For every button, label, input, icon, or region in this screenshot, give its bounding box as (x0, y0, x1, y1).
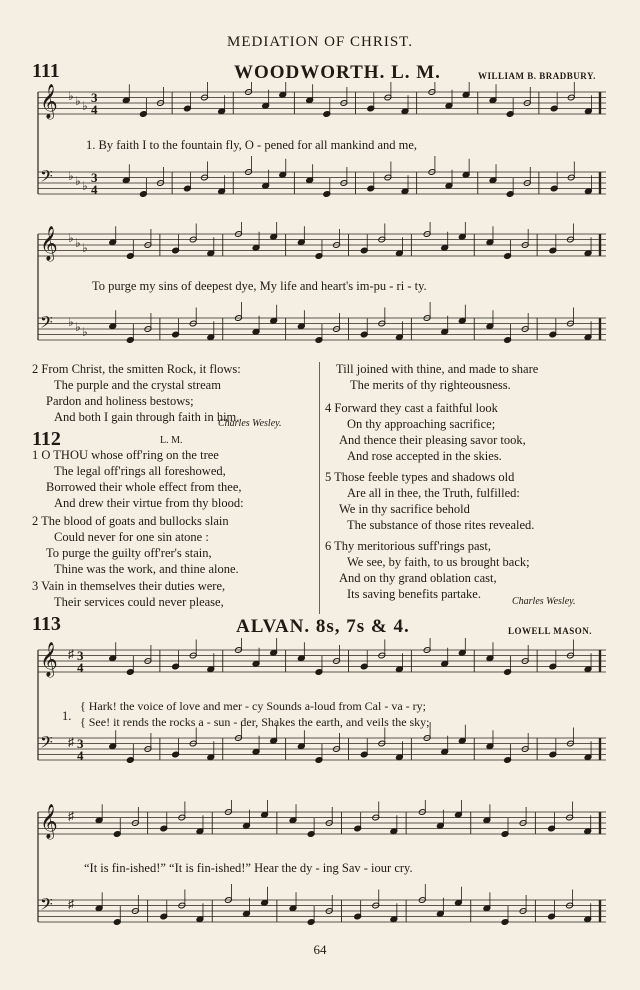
verse-line: And both I gain through faith in him. (54, 410, 240, 424)
verse-line: 5 Those feeble types and shadows old (325, 470, 515, 484)
page-title: MEDIATION OF CHRIST. (227, 34, 413, 50)
svg-text:♭: ♭ (82, 241, 88, 255)
verse-line: 3 Vain in themselves their duties were, (32, 579, 226, 593)
svg-text:♯: ♯ (68, 647, 74, 661)
verse-line: Could never for one sin atone : (54, 530, 209, 544)
svg-text:♭: ♭ (82, 179, 88, 193)
svg-text:𝄞: 𝄞 (40, 226, 58, 261)
hymn-112-number: 112 (32, 428, 61, 450)
svg-text:𝄢: 𝄢 (40, 312, 53, 336)
svg-text:♭: ♭ (82, 99, 88, 113)
svg-text:𝄞: 𝄞 (40, 642, 58, 677)
verse-line: Till joined with thine, and made to share (336, 362, 539, 376)
verse-line: 2 From Christ, the smitten Rock, it flows: (32, 362, 241, 376)
hymn-112-verse-2 (32, 513, 239, 577)
verse-line: And thence their pleasing savor took, (339, 433, 526, 447)
hymn-113-number: 113 (32, 613, 61, 635)
verse-line: And rose accepted in the skies. (347, 449, 502, 463)
svg-text:𝄢: 𝄢 (40, 894, 53, 918)
verse-line: 6 Thy meritorious suff'rings past, (325, 539, 492, 553)
svg-text:𝄢: 𝄢 (40, 732, 53, 756)
verse-line: To purge the guilty off'rer's stain, (46, 546, 212, 560)
hymn-111-verse-4 (325, 400, 526, 464)
svg-text:♭: ♭ (75, 236, 81, 250)
hymn-112-verse-3 (32, 578, 225, 610)
svg-text:♯: ♯ (68, 809, 74, 823)
verse-line: Thine was the work, and thine alone. (54, 562, 239, 576)
svg-text:4: 4 (77, 660, 84, 675)
svg-text:4: 4 (77, 748, 84, 763)
hymn-111-lyric-line-1: 1. By faith I to the fountain fly, O - pened for all mankind and me, (86, 138, 418, 152)
svg-text:♭: ♭ (68, 315, 74, 329)
hymn-113-lyric-a: { Hark! the voice of love and mer - cy Sounds a-loud from Cal - va - ry; (80, 699, 426, 713)
column-divider (319, 362, 320, 614)
verse-line: On thy approaching sacrifice; (347, 417, 496, 431)
svg-text:♯: ♯ (68, 897, 74, 911)
hymn-111-tune-title: WOODWORTH. L. M. (234, 62, 441, 83)
svg-text:♭: ♭ (68, 231, 74, 245)
svg-text:4: 4 (91, 102, 98, 117)
svg-text:3: 3 (77, 736, 84, 751)
svg-text:♭: ♭ (68, 169, 74, 183)
svg-text:3: 3 (91, 90, 98, 105)
svg-text:♭: ♭ (82, 325, 88, 339)
svg-text:𝄞: 𝄞 (40, 804, 58, 839)
hymn-113-tune-title: ALVAN. 8s, 7s & 4. (236, 616, 410, 637)
verse-line: We in thy sacrifice behold (339, 502, 470, 516)
svg-text:3: 3 (91, 170, 98, 185)
verse-line: Pardon and holiness bestows; (46, 394, 194, 408)
hymn-113-composer: LOWELL MASON. (508, 626, 593, 636)
svg-text:𝄢: 𝄢 (40, 166, 53, 190)
hymn-111-composer: WILLIAM B. BRADBURY. (478, 71, 596, 81)
svg-text:3: 3 (77, 648, 84, 663)
hymn-113-lyric-b: { See! it rends the rocks a - sun - der, Shakes the earth, and veils the sky; (80, 715, 430, 729)
verse-line: The merits of thy righteousness. (350, 378, 511, 392)
svg-text:♭: ♭ (75, 94, 81, 108)
svg-text:♭: ♭ (75, 174, 81, 188)
verse-line: 1 O THOU whose off'ring on the tree (32, 448, 219, 462)
verse-line: Are all in thee, the Truth, fulfilled: (347, 486, 520, 500)
hymn-111-verse-3-continued (336, 361, 538, 393)
hymn-113-lyric-line-3: “It is fin-ished!” “It is fin-ished!” Hear the dy - ing Sav - iour cry. (84, 861, 413, 875)
hymn-111-lyric-line-2: To purge my sins of deepest dye, My life and heart's im-pu - ri - ty. (92, 279, 427, 293)
hymn-111-verse-6 (325, 538, 530, 602)
hymn-112-verse-1 (32, 447, 244, 511)
verse-line: Borrowed their whole effect from thee, (46, 480, 242, 494)
hymn-111-verse-2-attribution: Charles Wesley. (218, 418, 282, 429)
verse-line: And on thy grand oblation cast, (339, 571, 497, 585)
verse-line: Its saving benefits partake. (347, 587, 481, 601)
verse-line: 4 Forward they cast a faithful look (325, 401, 498, 415)
verse-line: Their services could never please, (54, 595, 224, 609)
page-number: 64 (313, 942, 327, 957)
hymn-111-number: 111 (32, 60, 60, 82)
svg-text:♭: ♭ (68, 89, 74, 103)
verse-line: The legal off'rings all foreshowed, (54, 464, 226, 478)
svg-text:♭: ♭ (75, 320, 81, 334)
svg-text:4: 4 (91, 182, 98, 197)
hymn-112-meter: L. M. (160, 435, 183, 446)
hymn-113-verse-number: 1. (62, 709, 72, 723)
hymn-111-verse-2 (32, 361, 241, 425)
verse-line: We see, by faith, to us brought back; (347, 555, 530, 569)
hymn-111-verse-6-attribution: Charles Wesley. (512, 596, 576, 607)
verse-line: The purple and the crystal stream (54, 378, 221, 392)
verse-line: The substance of those rites revealed. (347, 518, 535, 532)
verse-line: And drew their virtue from thy blood: (54, 496, 244, 510)
hymn-111-verse-5 (325, 469, 534, 533)
svg-text:♯: ♯ (68, 735, 74, 749)
svg-text:𝄞: 𝄞 (40, 84, 58, 119)
verse-line: 2 The blood of goats and bullocks slain (32, 514, 229, 528)
